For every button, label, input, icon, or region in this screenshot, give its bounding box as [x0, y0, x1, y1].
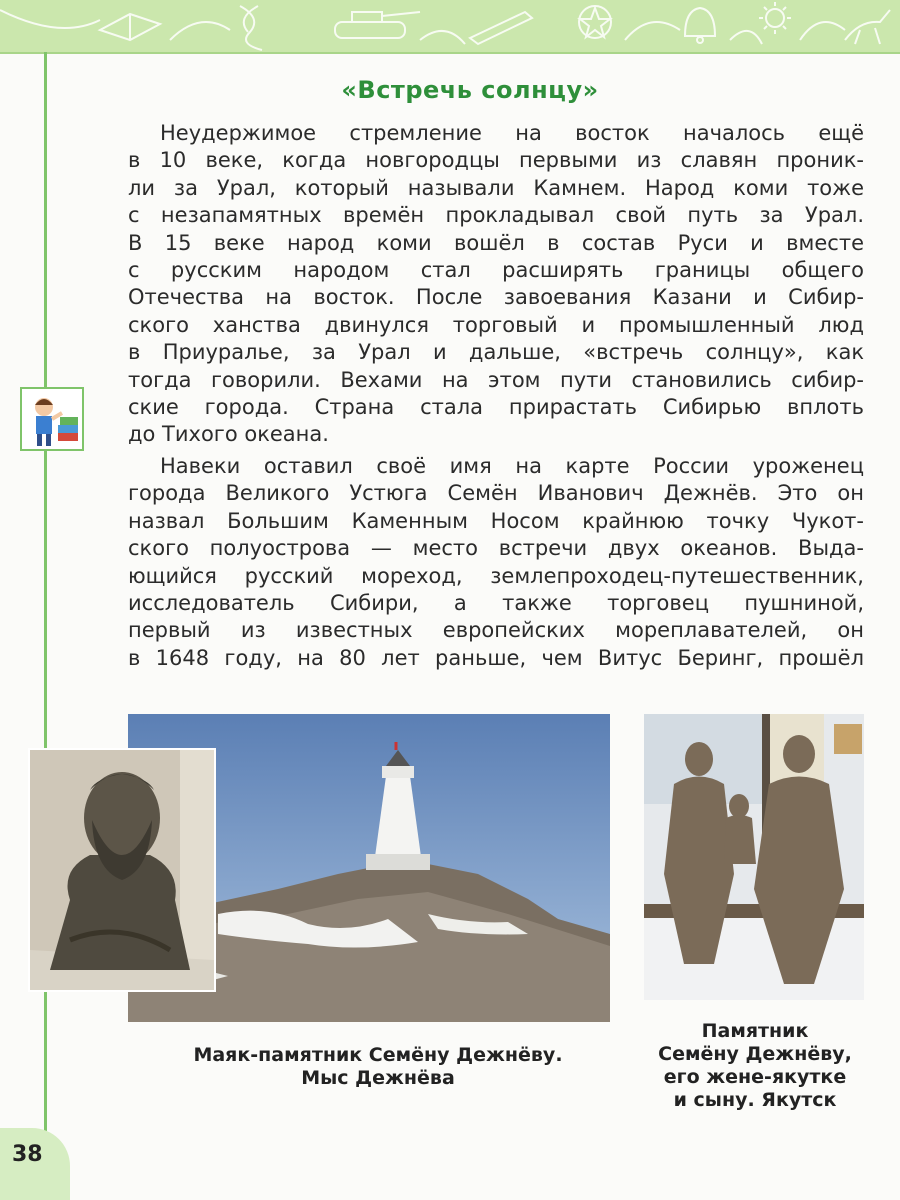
ribbon-icon — [240, 6, 262, 50]
text-line: ские города. Страна стала прирастать Сибирью вплоть — [128, 395, 864, 420]
text-line: с незапамятных времён прокладывал свой путь за Урал. — [128, 203, 864, 228]
text-line: города Великого Устюга Семён Иванович Дежнёв. Это он — [128, 481, 864, 506]
text-line: первый из известных европейских мореплавателей, он — [128, 618, 864, 643]
reading-child-icon — [20, 387, 84, 451]
book-icon — [100, 14, 160, 40]
text-line: Неудержимое стремление на восток началось ещё — [160, 121, 864, 145]
text-line: в Приуралье, за Урал и дальше, «встречь солнцу», как — [128, 340, 864, 365]
header-decor-art — [0, 0, 900, 52]
text-line: тогда говорили. Вехами на этом пути становились сибир- — [128, 367, 864, 392]
caption-line: его жене-якутке — [663, 1066, 847, 1088]
lighthouse-caption — [128, 1044, 628, 1090]
star-medal-icon — [579, 6, 611, 38]
caption-line: Семёну Дежнёву, — [658, 1043, 852, 1065]
caption-line: и сыну. Якутск — [673, 1089, 837, 1111]
text-line: В 15 веке народ коми вошёл в состав Руси и вместе — [128, 230, 864, 255]
monument-caption — [630, 1020, 880, 1112]
bust-photo — [28, 748, 216, 992]
bell-icon — [685, 8, 715, 43]
text-line: в 10 веке, когда новгородцы первыми из славян проник- — [128, 148, 864, 173]
caption-line: Памятник — [701, 1020, 809, 1042]
text-line: ского полуострова — место встречи двух океанов. Выда- — [128, 536, 864, 561]
tank-icon — [335, 12, 420, 38]
page-number: 38 — [12, 1142, 43, 1167]
section-title: «Встречь солнцу» — [341, 76, 599, 104]
text-line: ющийся русский мореход, землепроходец-путешественник, — [128, 563, 864, 588]
header-decor-band — [0, 0, 900, 54]
text-line: Навеки оставил своё имя на карте России уроженец — [160, 453, 864, 478]
caption-line: Маяк-памятник Семёну Дежнёву. — [193, 1044, 563, 1066]
body-text — [128, 120, 864, 672]
text-line: исследователь Сибири, а также торговец пушниной, — [128, 590, 864, 615]
horseman-icon — [845, 10, 890, 44]
text-line: до Тихого океана. — [128, 422, 329, 447]
text-line: ли за Урал, который называли Камнем. Народ коми тоже — [128, 175, 864, 200]
text-line: в 1648 году, на 80 лет раньше, чем Витус Беринг, прошёл — [128, 645, 864, 670]
text-line: с русским народом стал расширять границы общего — [128, 258, 864, 283]
text-line: Отечества на восток. После завоевания Казани и Сибир- — [128, 285, 864, 310]
monument-photo — [644, 714, 864, 1000]
caption-line: Мыс Дежнёва — [301, 1067, 455, 1089]
text-line: ского ханства двинулся торговый и промышленный люд — [128, 312, 864, 337]
pencil-icon — [470, 12, 532, 44]
sun-icon — [759, 2, 791, 34]
text-line: назвал Большим Каменным Носом крайнюю точку Чукот- — [128, 508, 864, 533]
